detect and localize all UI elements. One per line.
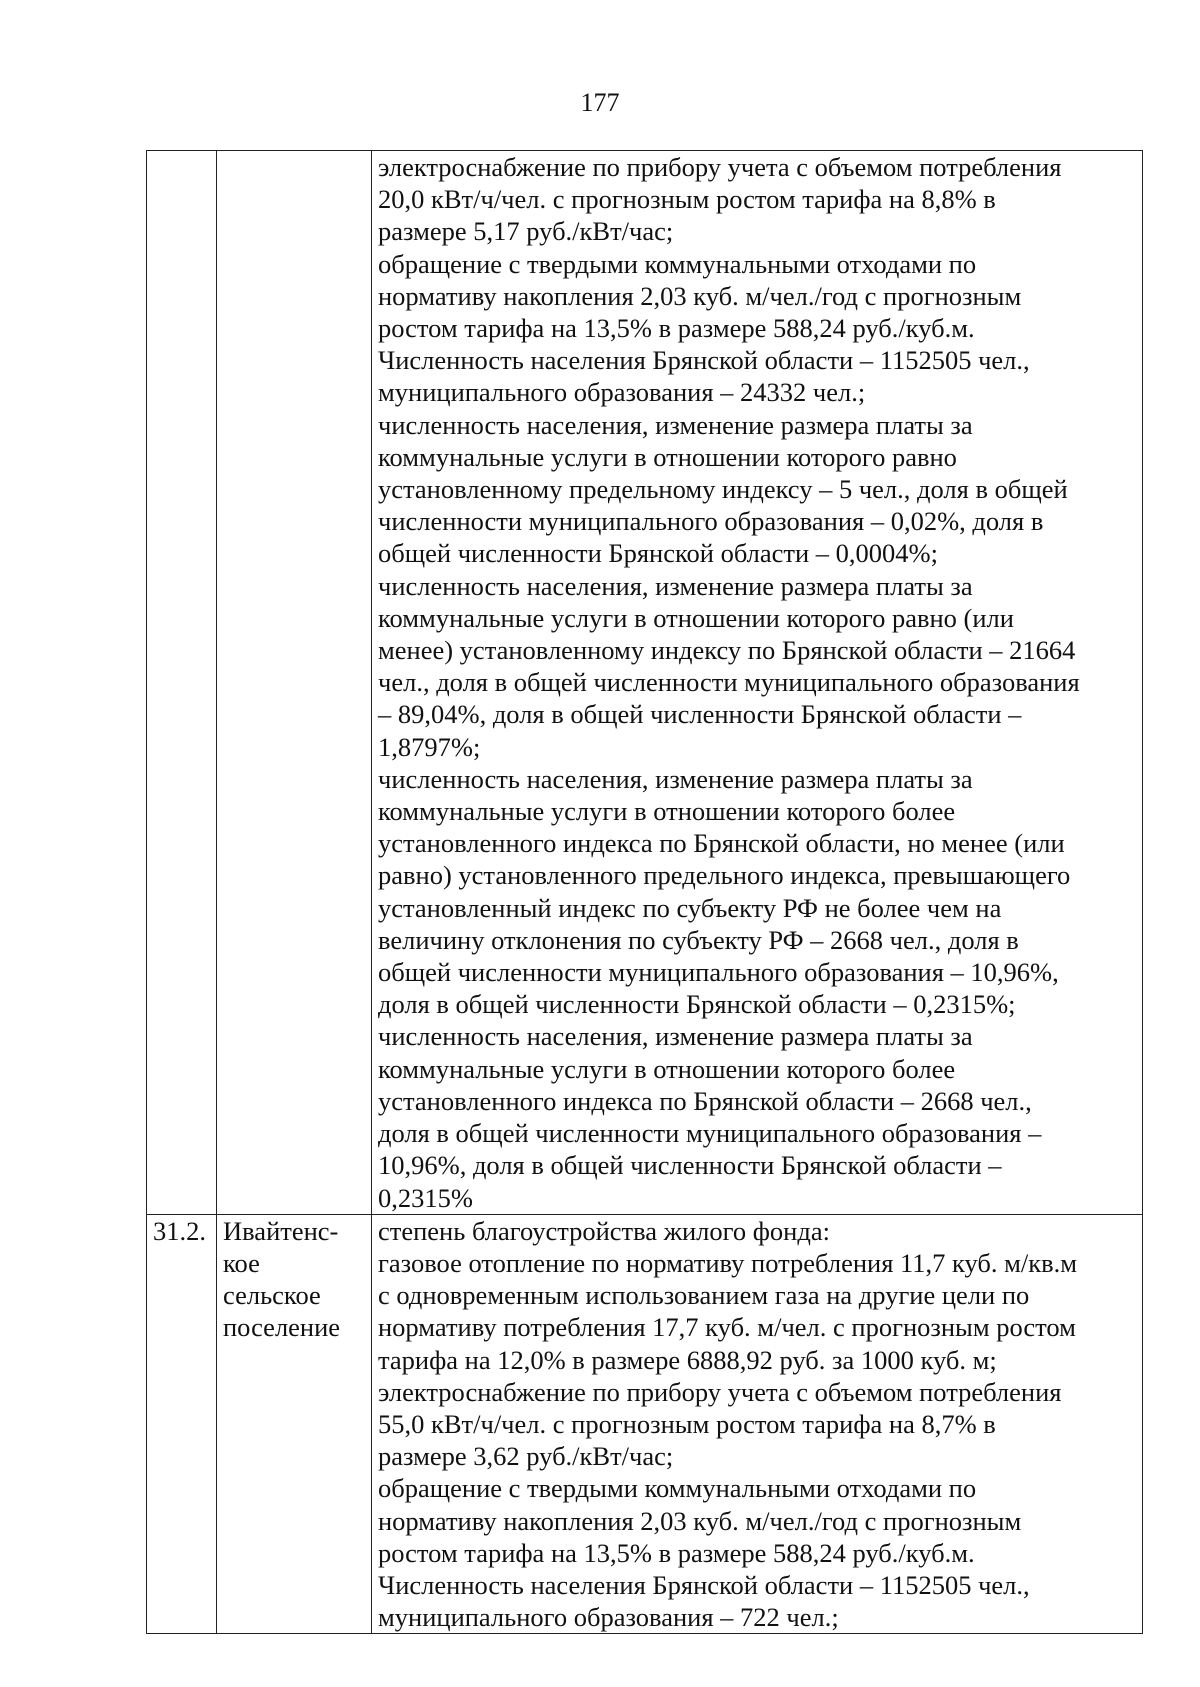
table-row — [147, 1214, 1143, 1634]
description-line: величину отклонения по субъекту РФ – 2668 чел., доля в — [378, 924, 1019, 955]
description-line: газовое отопление по нормативу потребления 11,7 куб. м/кв.м — [378, 1247, 1078, 1278]
description-line: муниципального образования – 722 чел.; — [378, 1602, 839, 1633]
description-line: нормативу накопления 2,03 куб. м/чел./год с прогнозным — [378, 280, 1022, 311]
page-number: 177 — [580, 88, 620, 117]
description-line: обращение с твердыми коммунальными отходами по — [378, 1473, 977, 1504]
description-line: общей численности муниципального образования – 10,96%, — [378, 957, 1059, 988]
description-line: ростом тарифа на 13,5% в размере 588,24 руб./куб.м. — [378, 1537, 975, 1568]
description-line: доля в общей численности муниципального образования – — [378, 1118, 1042, 1149]
description-line: численность населения, изменение размера платы за — [378, 409, 973, 440]
description-line: менее) установленному индексу по Брянской области – 21664 — [378, 635, 1076, 666]
description-line: коммунальные услуги в отношении которого равно (или — [378, 602, 1014, 633]
row-number: 31.2. — [153, 1215, 206, 1246]
municipality-name-line: кое — [223, 1247, 260, 1278]
description-line: численность населения, изменение размера платы за — [378, 763, 973, 794]
description-line: 0,2315% — [378, 1182, 473, 1213]
description-line: Численность населения Брянской области – 1152505 чел., — [378, 345, 1030, 376]
description-line: чел., доля в общей численности муниципального образования — [378, 667, 1080, 698]
description-line: коммунальные услуги в отношении которого равно — [378, 441, 957, 472]
municipality-name-line: поселение — [223, 1312, 341, 1343]
document-table — [146, 150, 1143, 1634]
row-number-cell — [147, 1214, 217, 1634]
description-line: размере 5,17 руб./кВт/час; — [378, 216, 674, 247]
description-line: установленному предельному индексу – 5 чел., доля в общей — [378, 474, 1068, 505]
description-line: ростом тарифа на 13,5% в размере 588,24 руб./куб.м. — [378, 313, 975, 344]
description-cell — [372, 1214, 1143, 1634]
description-line: численность населения, изменение размера платы за — [378, 1021, 973, 1052]
municipality-name-line: Ивайтенс- — [223, 1215, 339, 1246]
description-line: с одновременным использованием газа на другие цели по — [378, 1280, 1030, 1311]
description-cell — [372, 151, 1143, 1215]
description-line: обращение с твердыми коммунальными отходами по — [378, 248, 977, 279]
table-row — [147, 151, 1143, 1215]
description-line: нормативу накопления 2,03 куб. м/чел./год с прогнозным — [378, 1505, 1022, 1536]
description-line: нормативу потребления 17,7 куб. м/чел. с прогнозным ростом — [378, 1312, 1076, 1343]
description-line: установленный индекс по субъекту РФ не более чем на — [378, 892, 1002, 923]
description-line: установленного индекса по Брянской области, но менее (или — [378, 828, 1065, 859]
description-line: установленного индекса по Брянской области – 2668 чел., — [378, 1085, 1032, 1116]
description-line: – 89,04%, доля в общей численности Брянской области – — [378, 699, 1022, 730]
description-line: доля в общей численности Брянской области – 0,2315%; — [378, 989, 1016, 1020]
description-line: электроснабжение по прибору учета с объемом потребления — [378, 152, 1062, 182]
description-line: 10,96%, доля в общей численности Брянской области – — [378, 1150, 1002, 1181]
description-line: тарифа на 12,0% в размере 6888,92 руб. за 1000 куб. м; — [378, 1344, 997, 1375]
description-line: общей численности Брянской области – 0,0004%; — [378, 538, 938, 569]
description-line: 55,0 кВт/ч/чел. с прогнозным ростом тарифа на 8,7% в — [378, 1408, 996, 1439]
description-line: степень благоустройства жилого фонда: — [378, 1215, 830, 1246]
description-line: 20,0 кВт/ч/чел. с прогнозным ростом тарифа на 8,8% в — [378, 184, 996, 215]
description-line: 1,8797%; — [378, 731, 481, 762]
row-number-cell — [147, 151, 217, 1215]
municipality-name-line: сельское — [223, 1280, 321, 1311]
description-line: размере 3,62 руб./кВт/час; — [378, 1441, 674, 1472]
description-line: численности муниципального образования – 0,02%, доля в — [378, 506, 1044, 537]
description-line: численность населения, изменение размера платы за — [378, 570, 973, 601]
description-line: равно) установленного предельного индекса, превышающего — [378, 860, 1071, 891]
municipality-name-cell — [217, 1214, 372, 1634]
description-line: Численность населения Брянской области – 1152505 чел., — [378, 1569, 1030, 1600]
description-line: коммунальные услуги в отношении которого более — [378, 1053, 956, 1084]
description-line: муниципального образования – 24332 чел.; — [378, 377, 866, 408]
description-line: коммунальные услуги в отношении которого более — [378, 796, 956, 827]
description-line: электроснабжение по прибору учета с объемом потребления — [378, 1376, 1062, 1407]
municipality-name-cell — [217, 151, 372, 1215]
